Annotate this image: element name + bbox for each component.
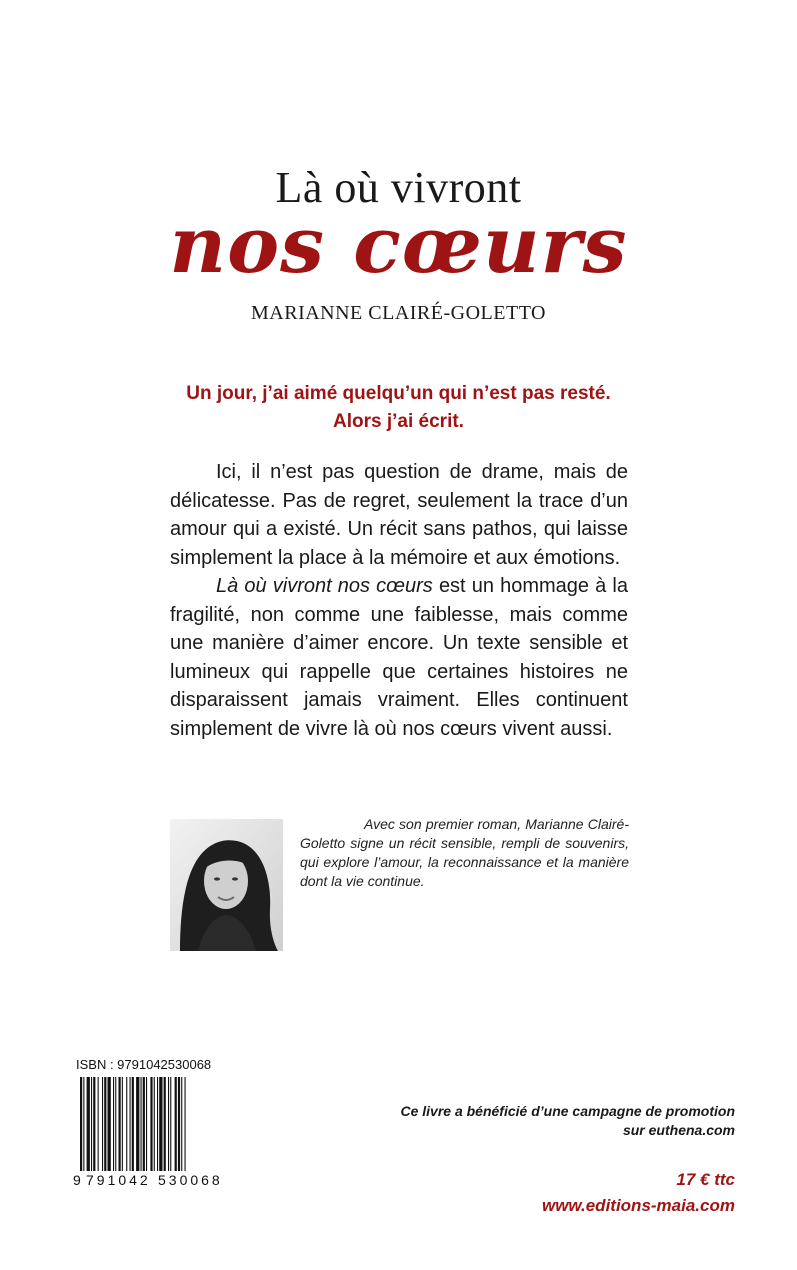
synopsis-paragraph-1: Ici, il n’est pas question de drame, mais de délicatesse. Pas de regret, seulement la trace d’un amour qui a existé. Un récit sans pathos, qui laisse simplement la place à la mémoire et aux émotions.: [170, 461, 628, 569]
barcode-bars: [80, 1077, 186, 1173]
promo-line-2: sur euthena.com: [622, 1122, 735, 1138]
synopsis: [170, 458, 628, 743]
synopsis-paragraph-2-text: est un hommage à la fragilité, non comme une faiblesse, mais comme une manière d’aimer encore. Un texte sensible et lumineux qui rappelle que certaines histoires ne disparaissent jamais vraiment. Elles continuent simplement de vivre là où nos cœurs vivent aussi.: [170, 575, 628, 740]
author-name: MARIANNE CLAIRÉ-GOLETTO: [251, 302, 546, 324]
author-bio: Avec son premier roman, Marianne Clairé-Goletto signe un récit sensible, rempli de souvenirs, qui explore l’amour, la reconnaissance et la manière dont la vie continue.: [300, 816, 629, 889]
tagline-line-2: Alors j’ai écrit.: [333, 411, 464, 432]
barcode: [72, 1077, 232, 1187]
tagline-line-1: Un jour, j’ai aimé quelqu’un qui n’est pas resté.: [186, 383, 611, 404]
barcode-digits-group-2: 530068: [158, 1172, 223, 1187]
publisher-website[interactable]: www.editions-maia.com: [541, 1196, 735, 1215]
synopsis-paragraph-2: [170, 572, 628, 743]
title-line-1: Là où vivront: [275, 163, 522, 212]
promo-line-1: Ce livre a bénéficié d’une campagne de promotion: [400, 1103, 735, 1119]
barcode-digit-first: 9: [73, 1172, 81, 1187]
isbn-label: ISBN : 9791042530068: [76, 1057, 212, 1072]
promo-note: [335, 1102, 735, 1140]
tagline: [0, 380, 797, 436]
barcode-digits-group-1: 791042: [86, 1172, 151, 1187]
price: 17 € ttc: [676, 1170, 735, 1189]
author-portrait-icon: [170, 819, 283, 951]
book-title-inline: Là où vivront nos cœurs: [216, 575, 433, 597]
title-line-2: nos cœurs: [169, 200, 628, 291]
author-photo: [170, 819, 283, 951]
